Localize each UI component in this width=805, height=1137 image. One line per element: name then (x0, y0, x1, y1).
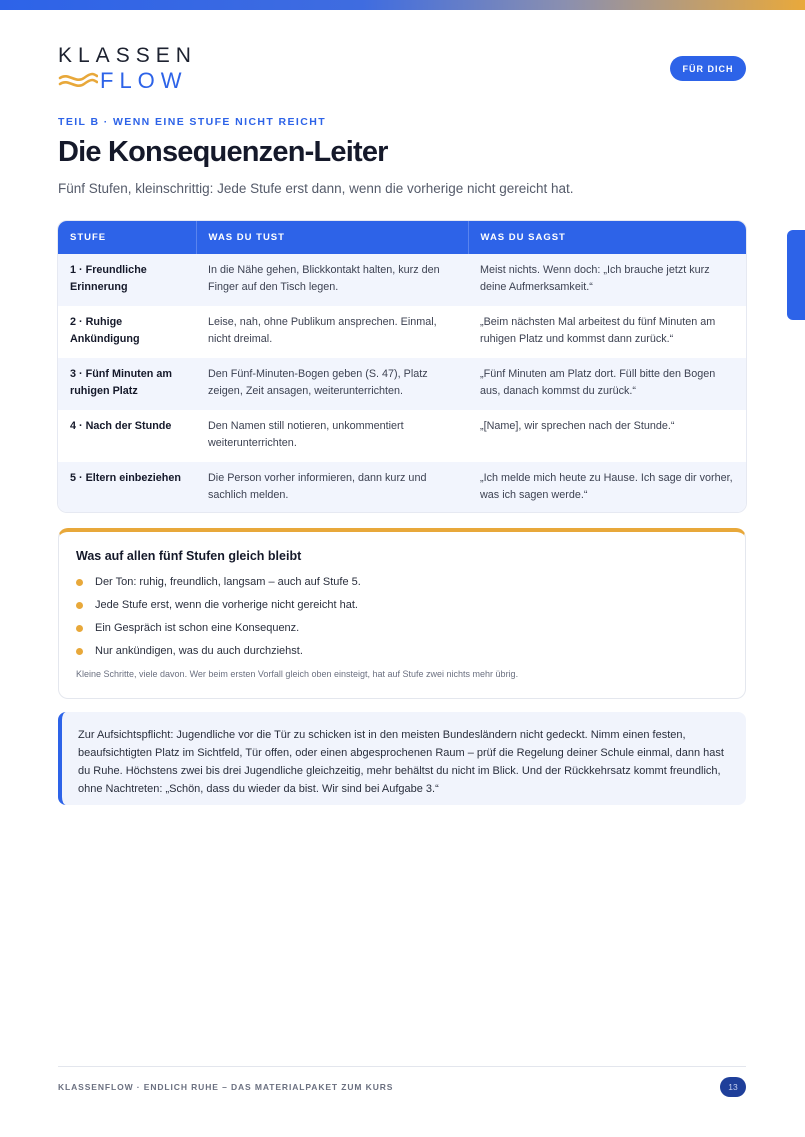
footer-divider (58, 1066, 746, 1067)
table-row (58, 254, 746, 306)
speech-cell: „Fünf Minuten am Platz dort. Füll bitte den Bogen aus, danach kommst du zurück.“ (468, 358, 746, 410)
page-number: 13 (720, 1077, 746, 1097)
speech-cell: „[Name], wir sprechen nach der Stunde.“ (480, 420, 675, 432)
consequence-ladder-table (58, 221, 746, 512)
list-item (76, 598, 361, 621)
footer-title: KLASSENFLOW · ENDLICH RUHE – DAS MATERIALPAKET ZUM KURS (58, 1082, 394, 1092)
constants-note: Kleine Schritte, viele davon. Wer beim ersten Vorfall gleich oben einsteigt, hat auf Stufe zwei nichts mehr übrig. (76, 669, 519, 679)
logo-wordmark-bottom: FLOW (100, 68, 188, 93)
action-cell: Den Fünf-Minuten-Bogen geben (S. 47), Platz zeigen, Zeit ansagen, weiterunterrichten. (196, 358, 468, 410)
stage-cell: 4 · Nach der Stunde (70, 420, 172, 432)
table-row (58, 358, 746, 410)
list-item (76, 575, 361, 598)
bullet-dot-icon (76, 602, 83, 609)
constants-list (76, 575, 361, 667)
table-row (58, 410, 746, 462)
wave-icon (58, 70, 98, 92)
list-item-text: Der Ton: ruhig, freundlich, langsam – auch auf Stufe 5. (95, 576, 361, 588)
table-header-row (58, 221, 746, 254)
speech-cell: „Ich melde mich heute zu Hause. Ich sage dir vorher, was ich sagen werde.“ (468, 462, 746, 512)
list-item-text: Ein Gespräch ist schon eine Konsequenz. (95, 622, 300, 634)
supervision-callout (58, 712, 746, 805)
action-cell: Leise, nah, ohne Publikum ansprechen. Einmal, nicht dreimal. (208, 316, 437, 345)
bullet-dot-icon (76, 625, 83, 632)
column-header-speech: WAS DU SAGST (468, 221, 746, 254)
table-row (58, 462, 746, 512)
bullet-dot-icon (76, 648, 83, 655)
top-gradient-bar (0, 0, 805, 10)
stage-cell: 3 · Fünf Minuten am ruhigen Platz (58, 358, 196, 410)
bullet-dot-icon (76, 579, 83, 586)
constants-box (58, 528, 746, 699)
action-cell: Die Person vorher informieren, dann kurz und sachlich melden. (196, 462, 468, 512)
page-subtitle: Fünf Stufen, kleinschrittig: Jede Stufe erst dann, wenn die vorherige nicht gereicht hat. (58, 181, 574, 196)
speech-cell: Meist nichts. Wenn doch: „Ich brauche jetzt kurz deine Aufmerksamkeit.“ (468, 254, 746, 306)
list-item-text: Jede Stufe erst, wenn die vorherige nicht gereicht hat. (95, 599, 358, 611)
constants-title: Was auf allen fünf Stufen gleich bleibt (76, 549, 302, 563)
column-header-action: WAS DU TUST (196, 221, 468, 254)
callout-text: Zur Aufsichtspflicht: Jugendliche vor die Tür zu schicken ist in den meisten Bundesländern nicht gedeckt. Nimm einen festen, beaufsichtigten Platz im Sichtfeld, Tür offen, oder einen abgesprochenen Raum – prüf die Regelung deiner Schule einmal, dann hast du Ruhe. Höchstens zwei bis drei Jugendliche gleichzeitig, mehr behältst du nicht im Blick. Und der Rückkehrsatz kommt freundlich, ohne Nachtreten: „Schön, dass du wieder da bist. Wir sind bei Aufgabe 3.“ (78, 729, 724, 795)
audience-badge: FÜR DICH (670, 56, 746, 81)
list-item-text: Nur ankündigen, was du auch durchziehst. (95, 645, 303, 657)
speech-cell: „Beim nächsten Mal arbeitest du fünf Minuten am ruhigen Platz und kommst dann zurück.“ (480, 316, 716, 345)
stage-cell: 1 · Freundliche Erinnerung (58, 254, 196, 306)
logo-wordmark-top: KLASSEN (58, 44, 197, 67)
section-kicker: TEIL B · WENN EINE STUFE NICHT REICHT (58, 116, 327, 128)
klassenflow-logo (58, 44, 198, 100)
stage-cell: 2 · Ruhige Ankündigung (70, 316, 140, 345)
list-item (76, 644, 361, 667)
stage-cell: 5 · Eltern einbeziehen (58, 462, 196, 512)
action-cell: Den Namen still notieren, unkommentiert weiterunterrichten. (208, 420, 404, 449)
table-row (58, 306, 746, 358)
action-cell: In die Nähe gehen, Blickkontakt halten, kurz den Finger auf den Tisch legen. (196, 254, 468, 306)
column-header-stage: STUFE (58, 221, 196, 254)
side-tab-marker (787, 230, 805, 320)
page-title: Die Konsequenzen-Leiter (58, 136, 388, 168)
list-item (76, 621, 361, 644)
